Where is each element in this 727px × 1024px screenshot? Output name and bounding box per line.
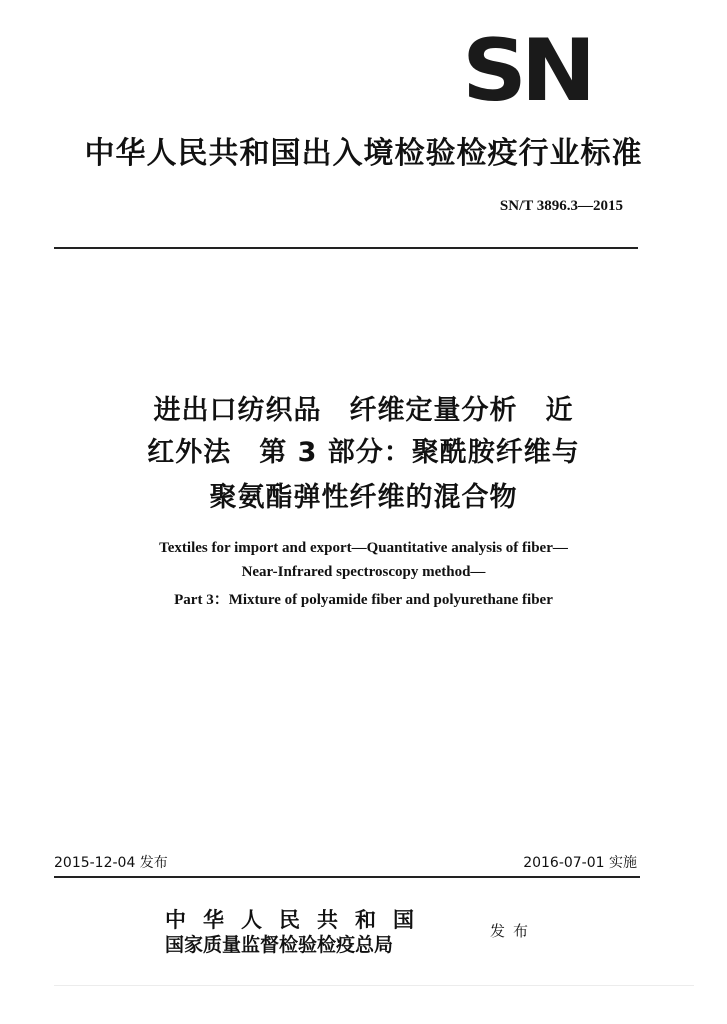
page-edge-line [54,985,694,986]
issue-label: 发布 [490,922,537,940]
chinese-title-line-1: 进出口纺织品 纤维定量分析 近 [153,395,574,426]
chinese-title-line-2: 红外法 第 3 部分：聚酰胺纤维与 [147,437,580,468]
issuer-line-1: 中华人民共和国 [165,907,431,932]
issue-date: 2015-12-04 发布 [54,855,168,871]
chinese-title-line-3: 聚氨酯弹性纤维的混合物 [209,482,518,513]
english-title-line-3: Part 3：Mixture of polyamide fiber and polyurethane fiber [174,592,553,608]
standard-code: SN/T 3896.3—2015 [499,198,623,214]
top-divider [54,247,638,249]
implementation-date: 2016-07-01 实施 [523,855,637,871]
sn-logo: SN [462,21,591,121]
standard-category-title: 中华人民共和国出入境检验检疫行业标准 [84,136,643,171]
english-title-line-1: Textiles for import and export—Quantitative analysis of fiber— [159,540,568,556]
issuing-authority [165,908,431,958]
issuer-line-2: 国家质量监督检验检疫总局 [165,934,394,956]
english-title-line-2: Near-Infrared spectroscopy method— [241,564,486,580]
bottom-divider [54,876,640,878]
